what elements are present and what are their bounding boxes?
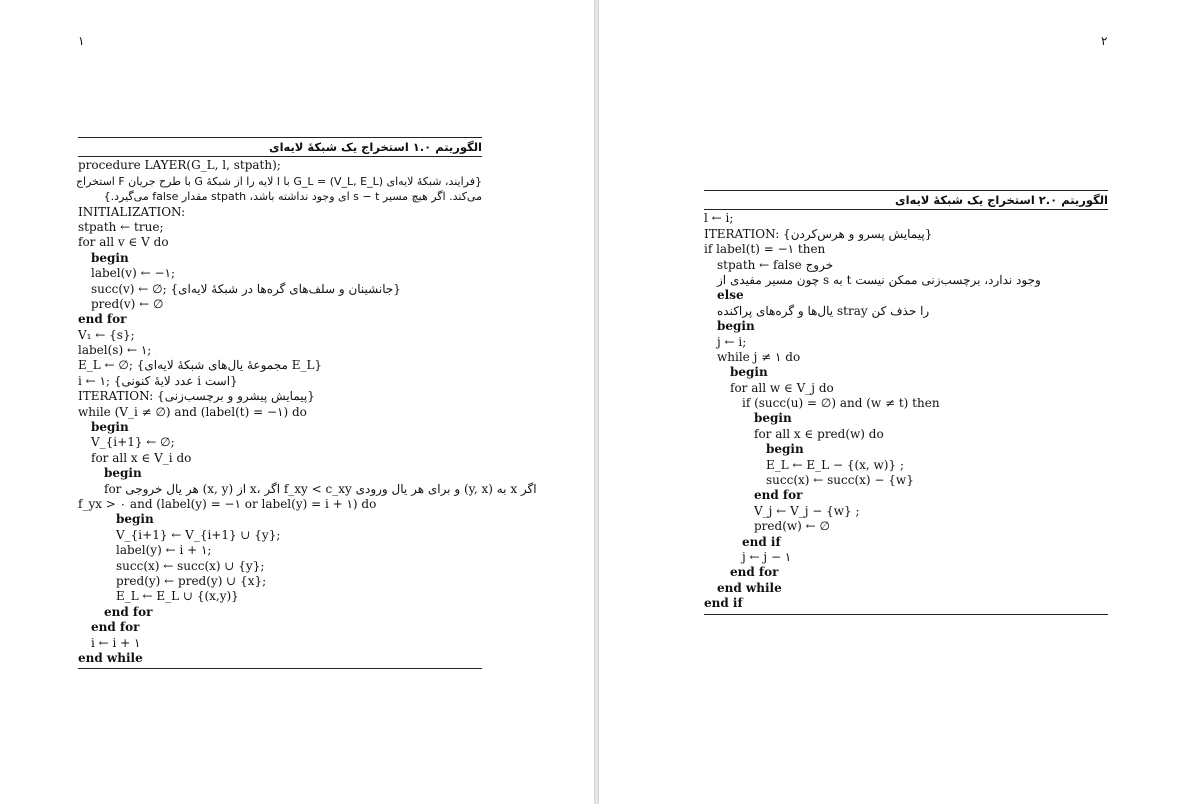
algorithm-line: ITERATION: {پیمایش پسرو و هرس‌کردن} xyxy=(704,226,933,241)
algorithm-line: pred(v) ← ∅ xyxy=(91,296,164,311)
algorithm-line: if label(t) = −۱ then xyxy=(704,242,826,257)
algorithm-line: end if xyxy=(704,596,743,611)
algorithm-line: j ← j − ۱ xyxy=(742,550,792,564)
page-number: ۲ xyxy=(1101,34,1108,48)
algorithm-caption: الگوریتم ۲.۰ استخراج یک شبکهٔ لایه‌ای xyxy=(704,190,1108,210)
algorithm-line: label(v) ← −۱; xyxy=(91,266,175,281)
algorithm-line: begin xyxy=(104,466,142,481)
algorithm-body xyxy=(75,157,537,669)
algorithm-line: INITIALIZATION: xyxy=(78,204,186,219)
algorithm-line: succ(x) ← succ(x) ∪ {y}; xyxy=(116,558,265,573)
algorithm-line: begin xyxy=(730,365,768,380)
algorithm-line: E_L ← E_L − {(x, w)} ; xyxy=(766,457,904,472)
algorithm-line: if (succ(u) = ∅) and (w ≠ t) then xyxy=(742,396,940,411)
algorithm-line: end for xyxy=(104,604,153,619)
algorithm-line: end for xyxy=(78,312,127,327)
algorithm-line: end if xyxy=(742,534,781,549)
algorithm-line: i ← ۱; {عدد لایهٔ کنونی i است} xyxy=(78,373,238,388)
algorithm-line: for all w ∈ V_j do xyxy=(730,380,834,395)
algorithm-line: E_L ← ∅; {مجموعهٔ یال‌های شبکهٔ لایه‌ای E_L} xyxy=(78,358,323,373)
algorithm-line: for all v ∈ V do xyxy=(78,235,169,250)
algorithm-line: label(s) ← ۱; xyxy=(78,343,152,358)
algorithm-line: begin xyxy=(91,250,129,265)
page-number: ۱ xyxy=(78,34,85,48)
algorithm-line: begin xyxy=(116,512,154,527)
algorithm-line: for all x ∈ V_i do xyxy=(91,450,192,465)
algorithm-caption: الگوریتم ۱.۰ استخراج یک شبکهٔ لایه‌ای xyxy=(78,137,482,157)
algorithm-line: یال‌ها و گره‌های پراکنده stray را حذف کن xyxy=(717,303,930,318)
algorithm-line: end while xyxy=(78,650,143,665)
algorithm-line: while (V_i ≠ ∅) and (label(t) = −۱) do xyxy=(78,404,307,419)
algorithm-line: end for xyxy=(91,620,140,635)
algorithm-line: {فرایند، شبکهٔ لایه‌ای G_L = (V_L, E_L) با l لایه را از شبکهٔ G با طرح جریان F استخراج xyxy=(75,174,482,188)
algorithm-line: l ← i; xyxy=(704,211,734,226)
algorithm-line: pred(y) ← pred(y) ∪ {x}; xyxy=(116,573,267,588)
algorithm-line: V_j ← V_j − {w} ; xyxy=(754,503,860,518)
algorithm-line: می‌کند. اگر هیچ مسیر s − t ای وجود نداشته باشد، stpath مقدار false می‌گیرد.} xyxy=(103,190,482,204)
algorithm-line: E_L ← E_L ∪ {(x,y)} xyxy=(116,589,239,604)
algorithm-line: j ← i; xyxy=(717,334,747,349)
algorithm-line: begin xyxy=(754,411,792,426)
algorithm-line: ITERATION: {پیمایش پیشرو و برچسب‌زنی} xyxy=(78,389,315,404)
algorithm-line: i ← i + ۱ xyxy=(91,635,141,650)
algorithm-line: stpath ← false خروج xyxy=(717,257,834,272)
algorithm-line: end for xyxy=(730,565,779,580)
algorithm-line: while j ≠ ۱ do xyxy=(717,349,801,364)
algorithm-line: end for xyxy=(754,488,803,503)
algorithm-line: V_{i+1} ← ∅; xyxy=(91,435,175,450)
algorithm-line: چون مسیر مفیدی از s به t وجود ندارد، برچسب‌زنی ممکن نیست xyxy=(717,272,1041,287)
page-1 xyxy=(0,0,594,804)
algorithm-line: for all x ∈ pred(w) do xyxy=(754,426,884,441)
algorithm-line: procedure LAYER(G_L, l, stpath); xyxy=(78,158,281,173)
page-2 xyxy=(599,0,1200,804)
algorithm-line: else xyxy=(717,288,744,303)
algorithm-line: pred(w) ← ∅ xyxy=(754,519,830,534)
algorithm-line: begin xyxy=(766,442,804,457)
algorithm-line: for هر یال خروجی (x, y) از x، اگر f_xy < c_xy و برای هر یال ورودی (y, x) به x اگر xyxy=(104,481,537,496)
algorithm-line: label(y) ← i + ۱; xyxy=(116,543,212,558)
algorithm-line: begin xyxy=(717,319,755,334)
algorithm-2 xyxy=(704,190,1108,615)
algorithm-body xyxy=(704,210,1108,614)
algorithm-1 xyxy=(75,137,537,669)
algorithm-line: stpath ← true; xyxy=(78,219,164,234)
algorithm-line: succ(x) ← succ(x) − {w} xyxy=(766,473,914,488)
algorithm-line: begin xyxy=(91,420,129,435)
algorithm-line: V_{i+1} ← V_{i+1} ∪ {y}; xyxy=(116,527,281,542)
algorithm-line: V₁ ← {s}; xyxy=(78,327,135,342)
algorithm-line: f_yx > ۰ and (label(y) = −۱ or label(y) = i + ۱) do xyxy=(78,497,377,511)
algorithm-line: succ(v) ← ∅; {جانشینان و سلف‌های گره‌ها در شبکهٔ لایه‌ای} xyxy=(91,281,401,296)
algorithm-line: end while xyxy=(717,580,782,595)
